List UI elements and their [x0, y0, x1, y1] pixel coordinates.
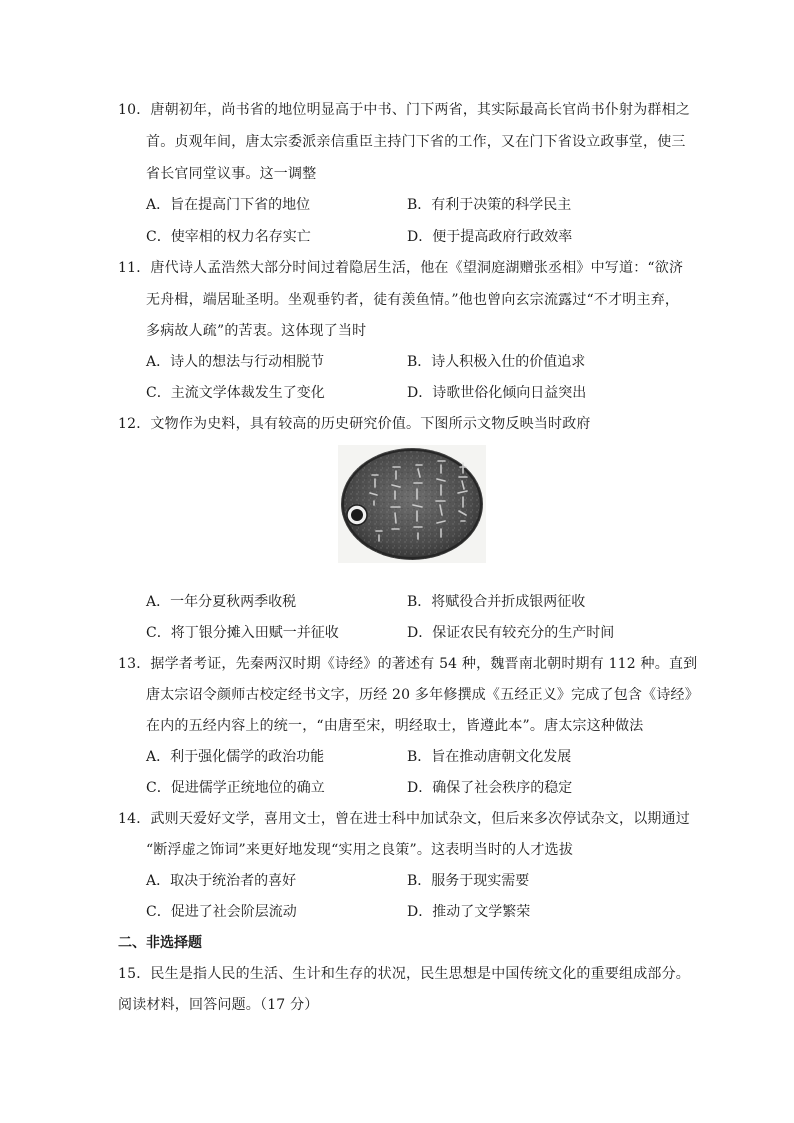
q13-line-3: 在内的五经内容上的统一，“由唐至宋，明经取士，皆遵此本”。唐太宗这种做法	[146, 718, 644, 734]
q11-line-1: 11．唐代诗人孟浩然大部分时间过着隐居生活，他在《望洞庭湖赠张丞相》中写道：“欲济	[118, 260, 684, 276]
q12-option-d: D．保证农民有较充分的生产时间	[407, 625, 615, 641]
q10-option-a: A．旨在提高门下省的地位	[146, 197, 311, 213]
q11-option-a: A．诗人的想法与行动相脱节	[146, 354, 325, 370]
q12-line-1: 12．文物作为史料，具有较高的历史研究价值。下图所示文物反映当时政府	[118, 416, 591, 432]
q10-option-c: C．使宰相的权力名存实亡	[146, 229, 311, 245]
q14-option-b: B．服务于现实需要	[407, 873, 530, 889]
q13-option-b: B．旨在推动唐朝文化发展	[407, 749, 572, 765]
q11-option-b: B．诗人积极入仕的价值追求	[407, 354, 586, 370]
q11-option-c: C．主流文学体裁发生了变化	[146, 385, 325, 401]
q11-line-2: 无舟楫，端居耻圣明。坐观垂钓者，徒有羡鱼情。”他也曾向玄宗流露过“不才明主弃，	[146, 292, 680, 308]
q15-line-1: 15．民生是指人民的生活、生计和生存的状况，民生思想是中国传统文化的重要组成部分。	[118, 966, 691, 982]
q12-option-c: C．将丁银分摊入田赋一并征收	[146, 625, 339, 641]
section-heading: 二、非选择题	[118, 935, 202, 951]
q13-option-c: C．促进儒学正统地位的确立	[146, 780, 325, 796]
q10-line-1: 10．唐朝初年，尚书省的地位明显高于中书、门下两省，其实际最高长官尚书仆射为群相之	[118, 102, 691, 118]
q13-line-1: 13．据学者考证，先秦两汉时期《诗经》的著述有 54 种，魏晋南北朝时期有 112 种。直到	[118, 656, 698, 672]
q13-option-d: D．确保了社会秩序的稳定	[407, 780, 573, 796]
q11-option-d: D．诗歌世俗化倾向日益突出	[407, 385, 587, 401]
q14-option-d: D．推动了文学繁荣	[407, 904, 531, 920]
q12-option-b: B．将赋役合并折成银两征收	[407, 594, 586, 610]
q10-option-b: B．有利于决策的科学民主	[407, 197, 572, 213]
q13-line-2: 唐太宗诏令颜师古校定经书文字，历经 20 多年修撰成《五经正义》完成了包含《诗经》	[146, 687, 699, 703]
q10-line-2: 首。贞观年间，唐太宗委派亲信重臣主持门下省的工作，又在门下省设立政事堂，使三	[146, 134, 686, 150]
q11-line-3: 多病故人疏”的苦衷。这体现了当时	[146, 323, 367, 339]
q12-option-a: A．一年分夏秋两季收税	[146, 594, 297, 610]
q14-option-a: A．取决于统治者的喜好	[146, 873, 297, 889]
q10-option-d: D．便于提高政府行政效率	[407, 229, 573, 245]
q14-line-1: 14．武则天爱好文学，喜用文士，曾在进士科中加试杂文，但后来多次停试杂文，以期通过	[118, 811, 691, 827]
q14-option-c: C．促进了社会阶层流动	[146, 904, 297, 920]
q14-line-2: “断浮虚之饰词”来更好地发现“实用之良策”。这表明当时的人才选拔	[146, 842, 574, 858]
q13-option-a: A．利于强化儒学的政治功能	[146, 749, 325, 765]
q15-line-2: 阅读材料，回答问题。（17 分）	[118, 997, 319, 1013]
q10-line-3: 省长官同堂议事。这一调整	[146, 166, 317, 182]
artifact-rubbing-image	[338, 445, 486, 563]
